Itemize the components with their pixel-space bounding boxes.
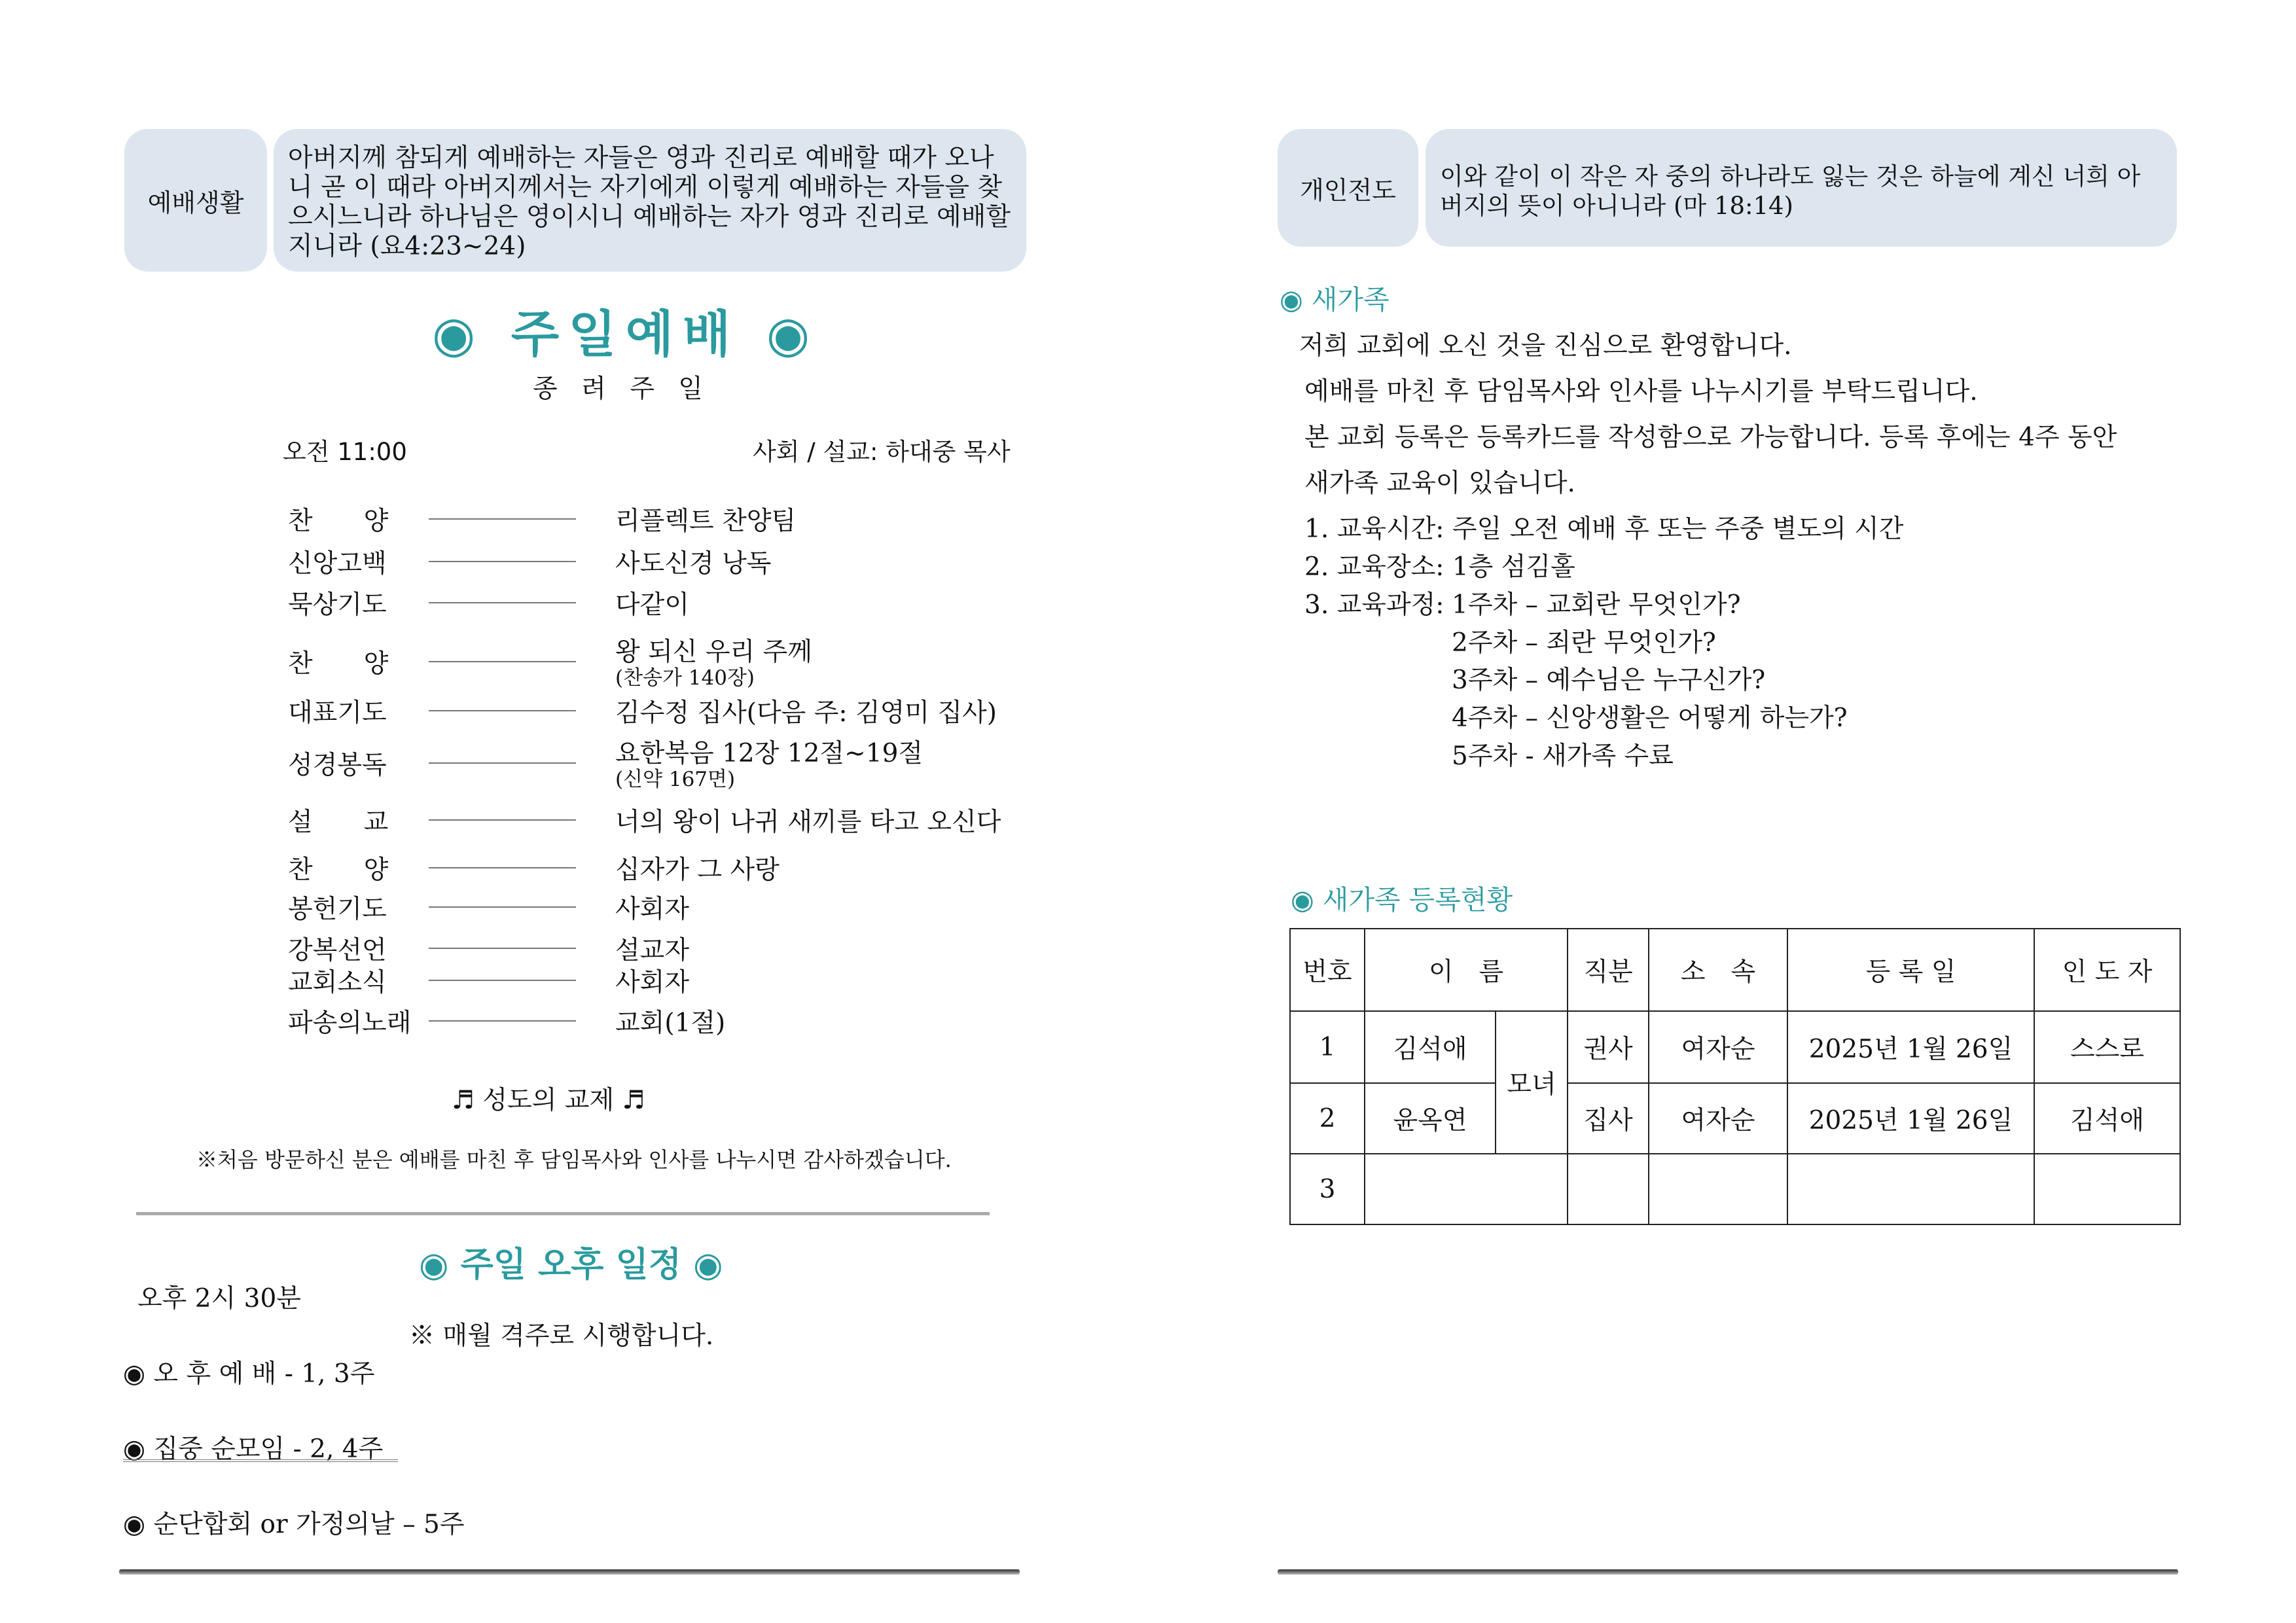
order-item	[288, 733, 1047, 792]
order-item-desc: 요한복음 12장 12절~19절	[615, 739, 924, 768]
page-bottom-rule	[119, 1569, 1020, 1575]
cell-group: 여자순	[1649, 1011, 1787, 1083]
header-cell: 번호	[1290, 929, 1365, 1011]
cell-guide: 스스로	[2034, 1011, 2180, 1083]
visitor-note: ※처음 방문하신 분은 예배를 마친 후 담임목사와 인사를 나누시면 감사하겠습니다.	[196, 1147, 952, 1172]
order-item-sub: (찬송가 140장)	[615, 666, 755, 690]
order-item-desc: 다같이	[615, 590, 690, 620]
registration-header: ◉ 새가족 등록현황	[1291, 884, 1513, 916]
newfamily-header: ◉ 새가족	[1280, 284, 1390, 315]
order-item-name: 묵상기도	[288, 590, 387, 620]
afternoon-item: ◉ 순단합회 or 가정의날 – 5주	[123, 1510, 465, 1539]
order-item-line	[429, 867, 576, 868]
order-item-desc: 리플렉트 찬양팀	[615, 507, 797, 536]
order-item-name: 교회소식	[288, 968, 387, 997]
sunday-name: 종 려 주 일	[533, 374, 711, 404]
table-row	[1290, 1154, 2180, 1224]
order-item-desc: 김수정 집사(다음 주: 김영미 집사)	[615, 698, 997, 728]
cell-date: 2025년 1월 26일	[1787, 1011, 2034, 1083]
cell-group: 여자순	[1649, 1083, 1787, 1154]
order-item-line	[429, 661, 576, 662]
afternoon-title: ◉ 주일 오후 일정 ◉	[419, 1245, 723, 1285]
education-course: 4주차 – 신앙생활은 어떻게 하는가?	[1452, 704, 1848, 733]
cell-date	[1787, 1154, 2034, 1224]
order-item-name: 찬 양	[288, 507, 389, 536]
education-time: 1. 교육시간: 주일 오전 예배 후 또는 주중 별도의 시간	[1304, 514, 1904, 544]
afternoon-item: ◉ 집중 순모임 - 2, 4주	[123, 1435, 384, 1464]
header-cell: 소 속	[1649, 929, 1787, 1011]
cell-no: 3	[1290, 1154, 1365, 1224]
order-item	[288, 802, 1047, 837]
education-course: 5주차 - 새가족 수료	[1452, 741, 1674, 771]
order-item-line	[429, 762, 576, 764]
order-item-line	[429, 980, 576, 981]
welcome-line: 새가족 교육이 있습니다.	[1304, 469, 1575, 498]
afternoon-time: 오후 2시 30분	[137, 1284, 301, 1313]
cell-no: 2	[1290, 1083, 1365, 1154]
order-item-line	[429, 948, 576, 949]
page-bottom-rule	[1278, 1569, 2178, 1575]
afternoon-item-underline	[123, 1459, 398, 1462]
order-item	[288, 849, 1047, 885]
order-item-name: 대표기도	[288, 698, 387, 728]
order-item	[288, 1003, 1047, 1038]
order-item	[288, 501, 1047, 536]
welcome-line: 저희 교회에 오신 것을 진심으로 환영합니다.	[1299, 331, 1792, 361]
order-item-desc: 사회자	[615, 968, 690, 997]
welcome-line: 예배를 마친 후 담임목사와 인사를 나누시기를 부탁드립니다.	[1304, 377, 1978, 406]
cell-name: 윤옥연	[1365, 1083, 1496, 1154]
table-header-row	[1290, 929, 2180, 1011]
section-divider	[136, 1212, 990, 1215]
order-item-desc: 사회자	[615, 895, 690, 924]
education-course-label: 3. 교육과정:	[1304, 590, 1444, 620]
order-item	[288, 930, 1047, 963]
education-course: 3주차 – 예수님은 누구신가?	[1452, 666, 1766, 695]
cell-date: 2025년 1월 26일	[1787, 1083, 2034, 1154]
order-item	[288, 889, 1047, 924]
education-place: 2. 교육장소: 1층 섬김홀	[1304, 552, 1575, 582]
table-row	[1290, 1011, 2180, 1083]
welcome-line: 본 교회 등록은 등록카드를 작성함으로 가능합니다. 등록 후에는 4주 동안	[1304, 423, 2117, 452]
afternoon-note: ※ 매월 격주로 시행합니다.	[409, 1321, 714, 1351]
order-item-name: 파송의노래	[288, 1008, 412, 1038]
order-item-line	[429, 710, 576, 711]
order-item-name: 설 교	[288, 808, 389, 837]
cell-relation: 모녀	[1496, 1011, 1568, 1154]
cell-title: 권사	[1568, 1011, 1649, 1083]
order-item-name: 찬 양	[288, 855, 389, 885]
order-item-desc: 교회(1절)	[615, 1008, 726, 1038]
order-item-name: 성경봉독	[288, 751, 387, 780]
order-item-line	[429, 906, 576, 908]
cell-title	[1568, 1154, 1649, 1224]
order-item	[288, 632, 1047, 690]
order-item-line	[429, 819, 576, 821]
cell-no: 1	[1290, 1011, 1365, 1083]
order-item-desc: 설교자	[615, 936, 690, 965]
cell-guide	[2034, 1154, 2180, 1224]
header-cell: 직분	[1568, 929, 1649, 1011]
order-item	[288, 962, 1047, 995]
order-item-name: 찬 양	[288, 649, 389, 679]
order-item-desc: 왕 되신 우리 주께	[615, 637, 812, 667]
table-row	[1290, 1083, 2180, 1154]
header-cell: 인 도 자	[2034, 929, 2180, 1011]
order-item-line	[429, 1020, 576, 1022]
order-item-desc: 너의 왕이 나귀 새끼를 타고 오신다	[615, 808, 1001, 837]
afternoon-item: ◉ 오 후 예 배 - 1, 3주	[123, 1359, 375, 1389]
order-item	[288, 543, 1047, 579]
order-item-desc: 십자가 그 사랑	[615, 855, 780, 885]
order-item-desc: 사도신경 낭독	[615, 549, 772, 579]
evangelism-label: 개인전도	[1278, 129, 1418, 247]
order-item-sub: (신약 167면)	[615, 768, 736, 791]
service-time: 오전 11:00	[283, 438, 407, 466]
education-course: 1주차 – 교회란 무엇인가?	[1452, 590, 1741, 620]
cell-guide: 김석애	[2034, 1083, 2180, 1154]
presider: 사회 / 설교: 하대중 목사	[753, 438, 1011, 466]
evangelism-verse: 이와 같이 이 작은 자 중의 하나라도 잃는 것은 하늘에 계신 너희 아버지의 뜻이 아니니라 (마 18:14)	[1426, 129, 2177, 247]
order-item-name: 봉헌기도	[288, 895, 387, 924]
sunday-worship-title: ◉ 주일예배 ◉	[432, 305, 819, 363]
cell-title: 집사	[1568, 1083, 1649, 1154]
header-cell: 이 름	[1365, 929, 1568, 1011]
order-item-name: 강복선언	[288, 936, 387, 965]
header-cell: 등 록 일	[1787, 929, 2034, 1011]
cell-name	[1365, 1154, 1568, 1224]
order-item	[288, 584, 1047, 620]
order-item-name: 신앙고백	[288, 549, 387, 579]
worship-verse: 아버지께 참되게 예배하는 자들은 영과 진리로 예배할 때가 오나니 곧 이 때라 아버지께서는 자기에게 이렇게 예배하는 자들을 찾으시느니라 하나님은 영이시니 예배하는 자가 영과 진리로 예배할지니라 (요4:23~24)	[274, 129, 1026, 272]
cell-group	[1649, 1154, 1787, 1224]
fellowship-line: ♬ 성도의 교제 ♬	[452, 1086, 645, 1115]
order-item-line	[429, 602, 576, 603]
order-item	[288, 692, 1047, 728]
order-item-line	[429, 518, 576, 520]
order-item-line	[429, 561, 576, 562]
cell-name: 김석애	[1365, 1011, 1496, 1083]
registration-table	[1289, 928, 2181, 1225]
worship-label: 예배생활	[124, 129, 267, 272]
education-course: 2주차 – 죄란 무엇인가?	[1452, 628, 1716, 658]
